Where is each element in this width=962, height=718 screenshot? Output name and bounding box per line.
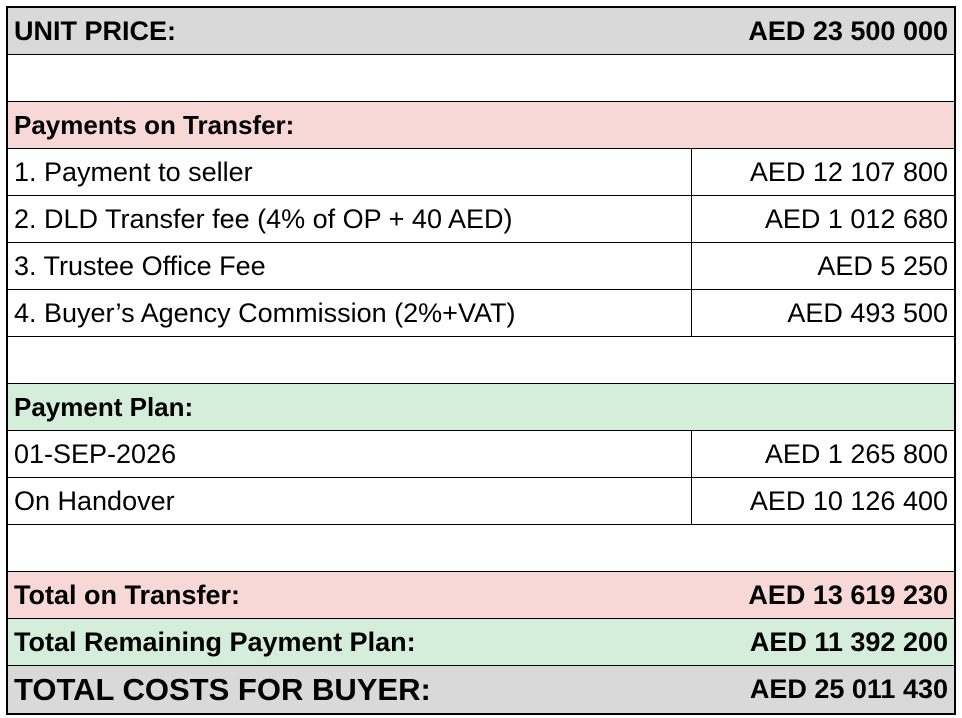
total-on-transfer-label: Total on Transfer: (14, 579, 241, 610)
payments-on-transfer-heading: Payments on Transfer: (14, 109, 295, 140)
unit-price-value: AED 23 500 000 (748, 15, 948, 46)
total-on-transfer-value: AED 13 619 230 (748, 579, 948, 610)
table-row (8, 243, 954, 290)
payments-on-transfer-heading-row (8, 102, 954, 149)
payment-plan-heading: Payment Plan: (14, 391, 194, 422)
item-value: AED 1 265 800 (764, 438, 948, 469)
item-label: 1. Payment to seller (8, 149, 692, 195)
spacer-row (8, 55, 954, 102)
buyer-total-row (8, 666, 954, 713)
item-label: 2. DLD Transfer fee (4% of OP + 40 AED) (8, 196, 692, 242)
item-label: 3. Trustee Office Fee (8, 243, 692, 289)
unit-price-row (8, 8, 954, 55)
total-remaining-plan-row (8, 619, 954, 666)
total-remaining-plan-value: AED 11 392 200 (749, 626, 948, 657)
item-label: On Handover (8, 478, 692, 524)
table-row (8, 290, 954, 337)
item-label: 01-SEP-2026 (8, 431, 692, 477)
unit-price-label: UNIT PRICE: (14, 15, 176, 46)
table-row (8, 478, 954, 525)
item-label: 4. Buyer’s Agency Commission (2%+VAT) (8, 290, 692, 336)
total-on-transfer-row (8, 572, 954, 619)
spacer-row (8, 337, 954, 384)
payment-plan-heading-row (8, 384, 954, 431)
total-remaining-plan-label: Total Remaining Payment Plan: (14, 626, 416, 657)
buyer-total-label: TOTAL COSTS FOR BUYER: (14, 671, 431, 707)
spacer-row (8, 525, 954, 572)
item-value: AED 12 107 800 (749, 156, 948, 187)
item-value: AED 1 012 680 (764, 203, 948, 234)
table-row (8, 149, 954, 196)
table-row (8, 196, 954, 243)
item-value: AED 493 500 (787, 297, 948, 328)
item-value: AED 5 250 (817, 250, 948, 281)
cost-breakdown-table (6, 6, 956, 715)
table-row (8, 431, 954, 478)
item-value: AED 10 126 400 (749, 485, 948, 516)
buyer-total-value: AED 25 011 430 (749, 674, 948, 704)
